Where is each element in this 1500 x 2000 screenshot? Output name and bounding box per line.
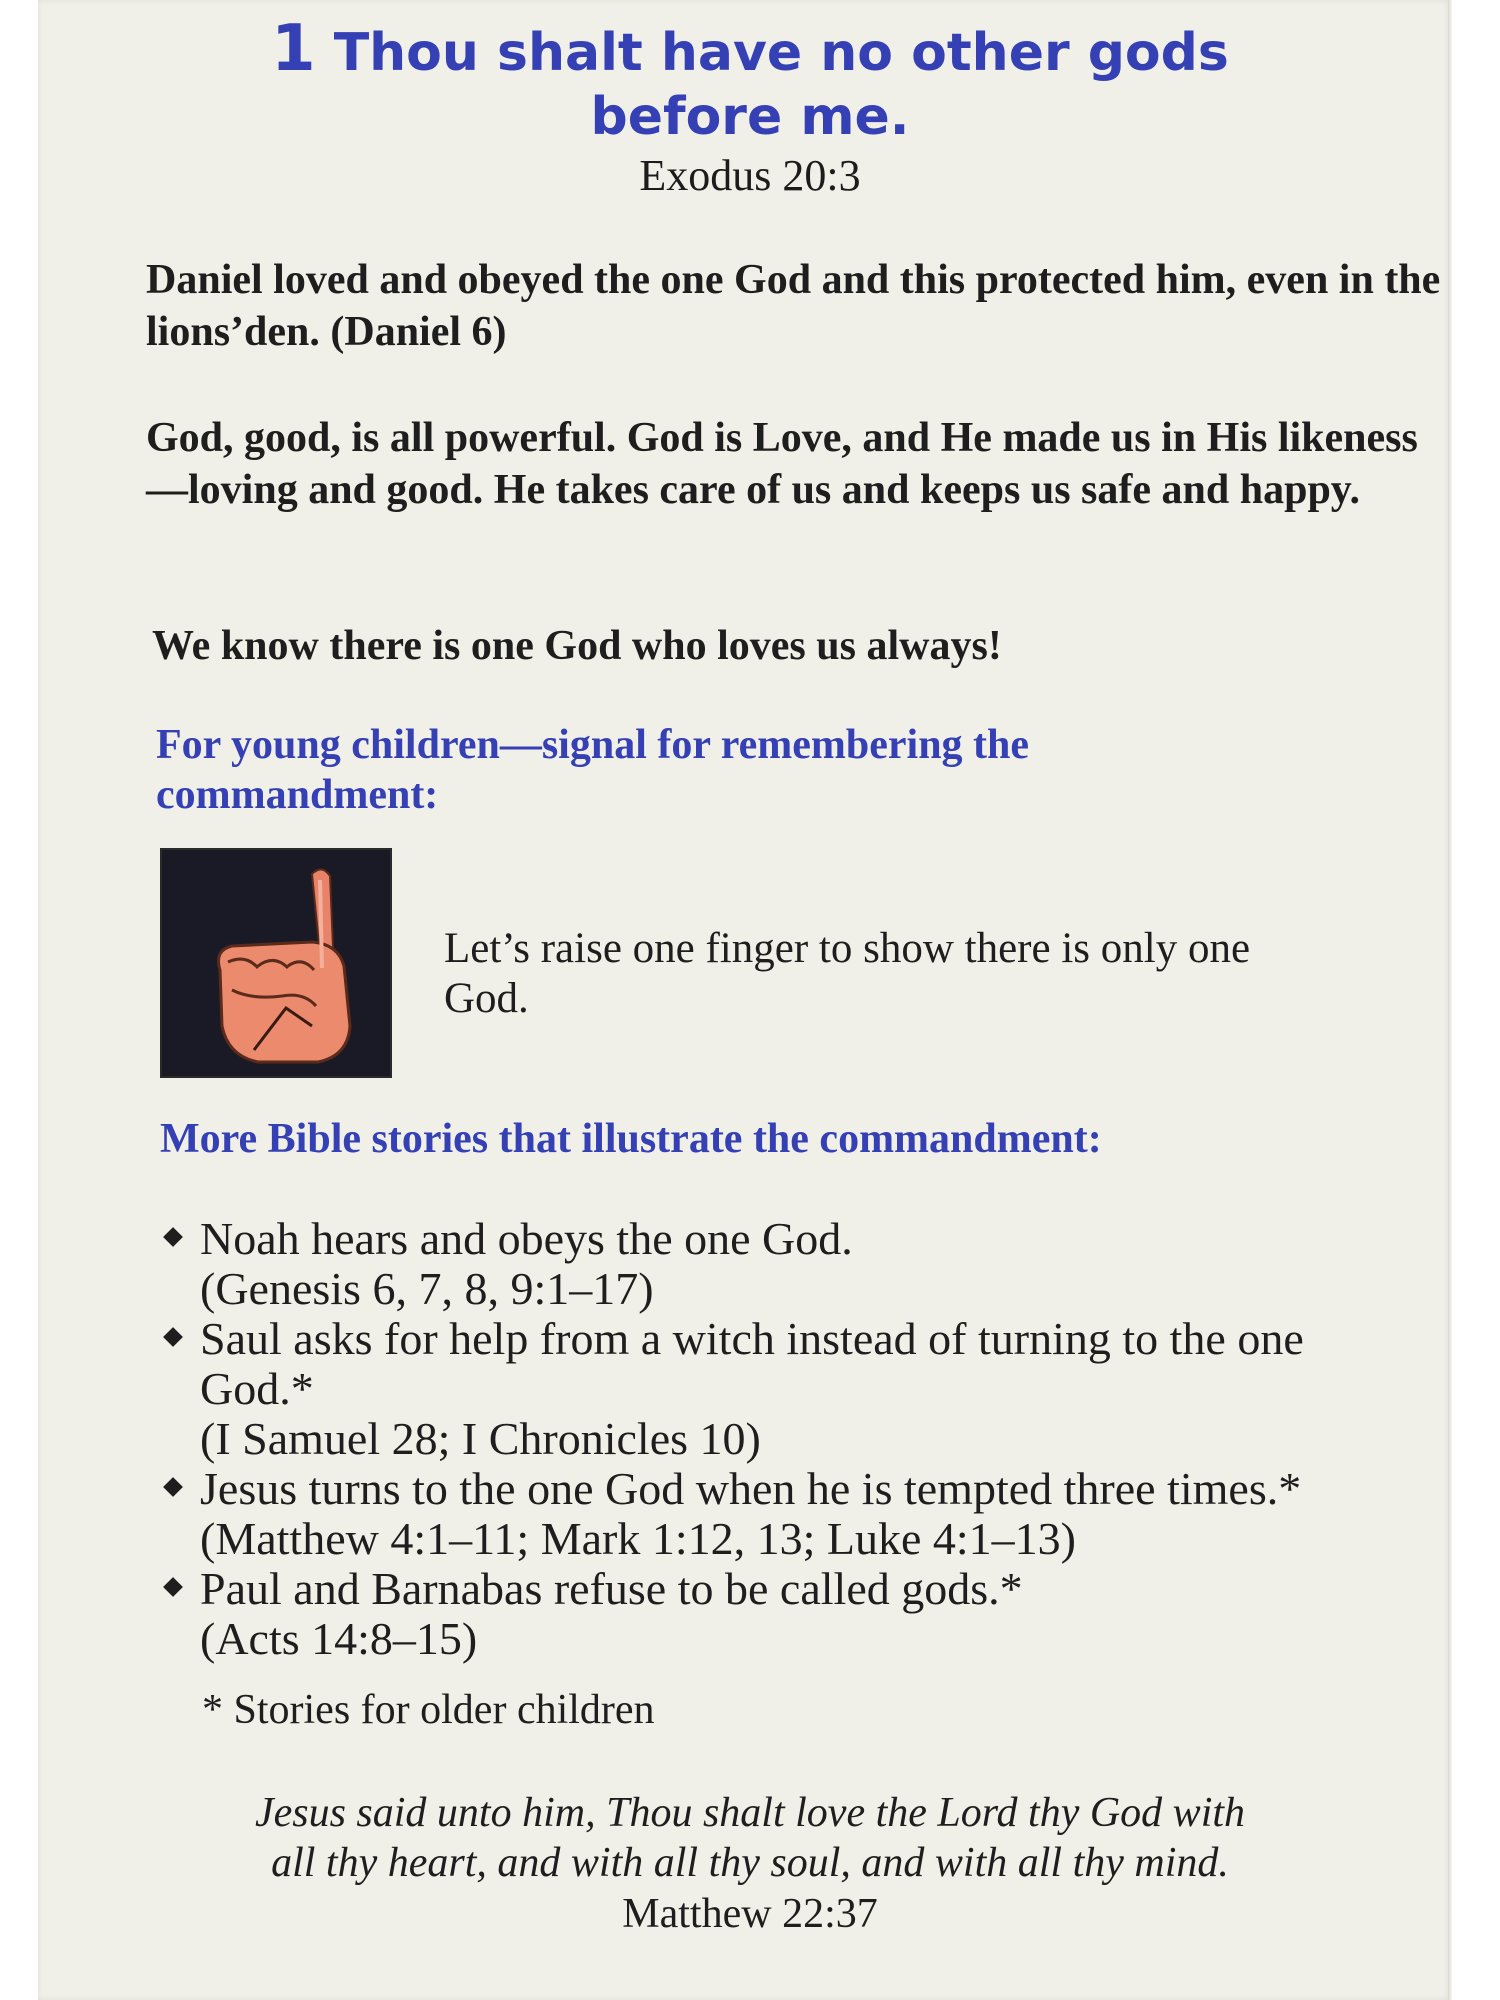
commandment-title-line1: Thou shalt have no other gods	[333, 23, 1229, 83]
card-edge	[1448, 0, 1452, 2000]
story-reference: (Acts 14:8–15)	[200, 1613, 478, 1664]
signal-description: Let’s raise one finger to show there is only one God.	[444, 925, 1251, 1022]
commandment-reference: Exodus 20:3	[639, 151, 861, 200]
signal-heading: For young children—signal for remembering the commandment:	[156, 722, 1030, 818]
story-text: Saul asks for help from a witch instead of turning to the one God.*	[200, 1313, 1304, 1414]
one-god-statement: We know there is one God who loves us always!	[152, 623, 1002, 669]
story-reference: (I Samuel 28; I Chronicles 10)	[200, 1413, 761, 1464]
diamond-bullet-icon	[163, 1327, 183, 1347]
list-item	[166, 1314, 1426, 1464]
closing-quote-line2: all thy heart, and with all thy soul, and with all thy mind.	[271, 1840, 1229, 1886]
stories-heading: More Bible stories that illustrate the commandment:	[160, 1116, 1102, 1162]
story-text: Noah hears and obeys the one God.	[200, 1213, 853, 1264]
diamond-bullet-icon	[163, 1577, 183, 1597]
list-item	[166, 1214, 1426, 1314]
story-text: Jesus turns to the one God when he is tempted three times.*	[200, 1463, 1302, 1514]
story-reference: (Genesis 6, 7, 8, 9:1–17)	[200, 1263, 654, 1314]
raised-finger-image	[160, 848, 392, 1078]
older-children-footnote: * Stories for older children	[202, 1687, 655, 1733]
list-item	[166, 1564, 1426, 1664]
daniel-paragraph: Daniel loved and obeyed the one God and this protected him, even in the lions’den. (Daniel 6)	[146, 257, 1441, 355]
god-good-paragraph: God, good, is all powerful. God is Love, and He made us in His likeness—loving and good. He takes care of us and keeps us safe and happy.	[146, 415, 1418, 513]
commandment-title	[0, 12, 1500, 86]
raised-index-finger-hand-icon	[162, 850, 390, 1076]
closing-reference: Matthew 22:37	[622, 1891, 878, 1937]
bible-stories-list	[166, 1214, 1426, 1664]
diamond-bullet-icon	[163, 1477, 183, 1497]
story-reference: (Matthew 4:1–11; Mark 1:12, 13; Luke 4:1–13)	[200, 1513, 1076, 1564]
list-item	[166, 1464, 1426, 1564]
commandment-title-line2: before me.	[590, 87, 910, 147]
closing-quote	[0, 1788, 1500, 1888]
commandment-number: 1	[271, 12, 316, 86]
story-text: Paul and Barnabas refuse to be called gods.*	[200, 1563, 1023, 1614]
diamond-bullet-icon	[163, 1227, 183, 1247]
closing-quote-line1: Jesus said unto him, Thou shalt love the Lord thy God with	[254, 1790, 1246, 1836]
